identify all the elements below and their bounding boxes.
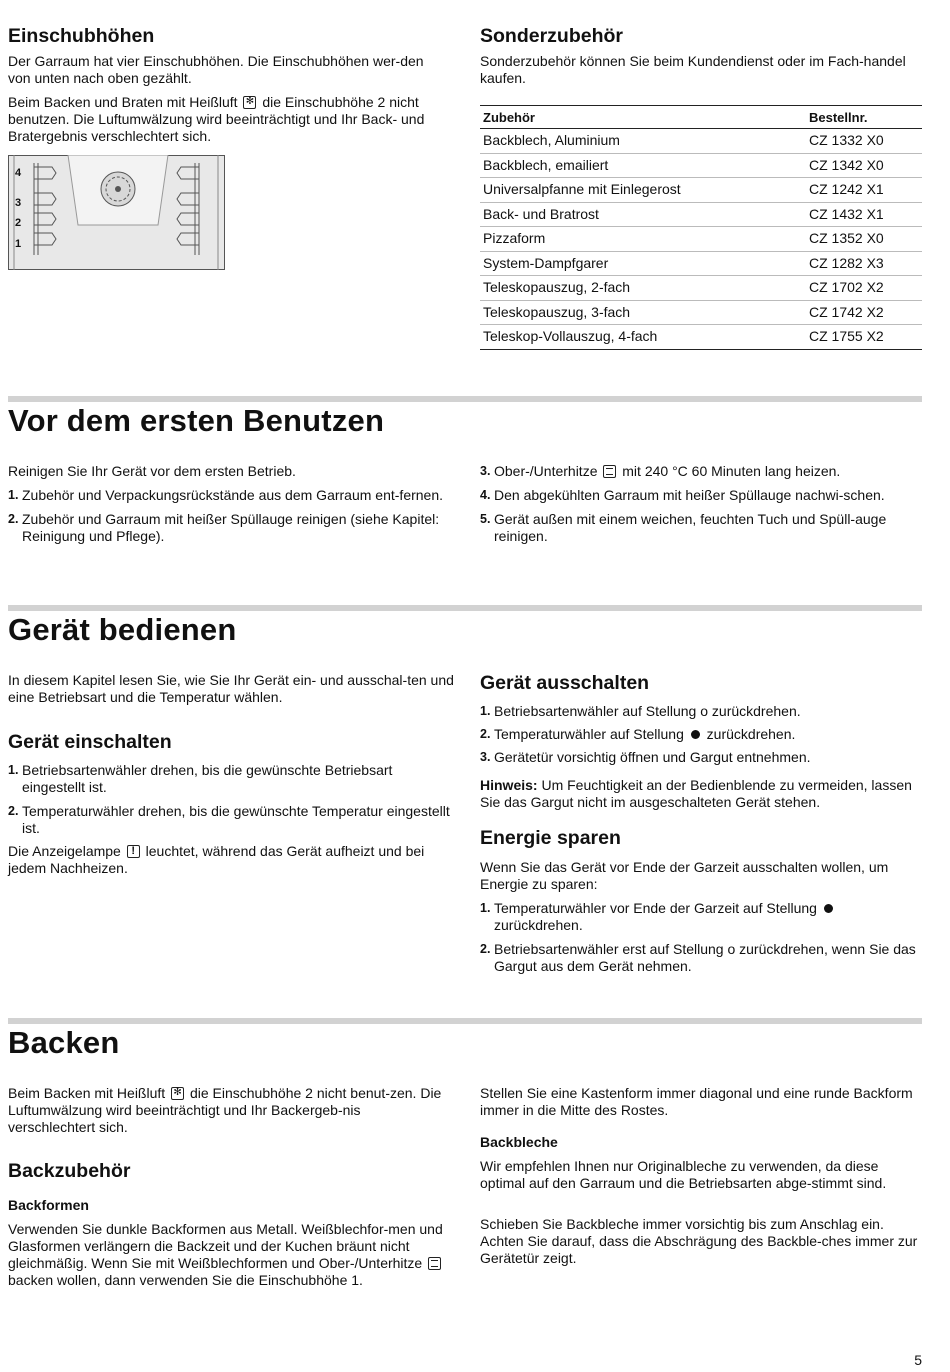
step-item: 3. Gerätetür vorsichtig öffnen und Gargut entnehmen.: [480, 749, 811, 765]
backen-heading: Backen: [8, 1025, 120, 1060]
einschub-heading: Einschubhöhen: [8, 25, 155, 47]
ersten-intro: Reinigen Sie Ihr Gerät vor dem ersten Betrieb.: [8, 463, 296, 479]
table-row: [480, 153, 922, 178]
level-3-label: 3: [15, 197, 22, 209]
off-position-dot-icon: [691, 730, 700, 739]
indicator-lamp-note: Die Anzeigelampe ! leuchtet, während das Gerät aufheizt und bei jedem Nachheizen.: [8, 843, 450, 877]
hot-air-fan-icon: [171, 1087, 184, 1100]
code-cell: CZ 1432 X1: [806, 202, 922, 227]
backformen-heading: Backformen: [8, 1197, 89, 1213]
item-cell: Teleskop-Vollauszug, 4-fach: [480, 325, 806, 350]
backbleche-paragraph-1: Wir empfehlen Ihnen nur Originalbleche zu verwenden, da diese optimal auf den Garraum und die Betriebsarten abge-stimmt sind.: [480, 1158, 887, 1191]
table-row: [480, 227, 922, 252]
ausschalten-steps: [480, 703, 922, 766]
bedienen-heading: Gerät bedienen: [8, 612, 237, 647]
step-item: 2. Temperaturwähler auf Stellung zurückdrehen.: [480, 726, 796, 742]
table-row: [480, 178, 922, 203]
sonder-heading: Sonderzubehör: [480, 25, 624, 47]
table-row: [480, 300, 922, 325]
accessory-table: [480, 105, 922, 350]
code-cell: CZ 1755 X2: [806, 325, 922, 350]
level-2-label: 2: [15, 217, 22, 229]
item-cell: Teleskopauszug, 2-fach: [480, 276, 806, 301]
step-item: 1. Zubehör und Verpackungsrückstände aus dem Garraum ent-fernen.: [8, 487, 444, 503]
table-row: [480, 325, 922, 350]
backbleche-paragraph-2: Schieben Sie Backbleche immer vorsichtig bis zum Anschlag ein. Achten Sie darauf, dass die Abschrägung des Backble-ches immer zur Gerätetür zeigt.: [480, 1216, 918, 1266]
step-item: 1. Betriebsartenwähler auf Stellung o zurückdrehen.: [480, 703, 801, 719]
item-cell: System-Dampfgarer: [480, 251, 806, 276]
backbleche-heading: Backbleche: [480, 1134, 558, 1150]
backzubehoer-heading: Backzubehör: [8, 1160, 131, 1182]
item-cell: Pizzaform: [480, 227, 806, 252]
einschub-paragraph-2: Beim Backen und Braten mit Heißluft ✻ die Einschubhöhe 2 nicht benutzen. Die Luftumwälzung wird beeinträchtigt und Ihr Back- und Bratergebnis verschlechtert sich.: [8, 94, 450, 145]
code-cell: CZ 1342 X0: [806, 153, 922, 178]
sonder-intro: Sonderzubehör können Sie beim Kundendienst oder im Fach-handel kaufen.: [480, 53, 906, 86]
indicator-lamp-icon: [127, 845, 140, 858]
kastenform-paragraph: Stellen Sie eine Kastenform immer diagonal und eine runde Backform immer in die Mitte des Rostes.: [480, 1085, 913, 1118]
energie-intro: Wenn Sie das Gerät vor Ende der Garzeit ausschalten wollen, um Energie zu sparen:: [480, 859, 889, 892]
column-header-item: Zubehör: [480, 106, 806, 129]
item-cell: Back- und Bratrost: [480, 202, 806, 227]
step-item: 1. Temperaturwähler vor Ende der Garzeit auf Stellung zurückdrehen.: [480, 900, 922, 934]
code-cell: CZ 1282 X3: [806, 251, 922, 276]
energie-steps: [480, 900, 922, 975]
table-row: [480, 129, 922, 154]
oven-levels-illustration: [8, 155, 225, 270]
section-divider: [8, 1018, 922, 1024]
step-item: 2. Temperaturwähler drehen, bis die gewünschte Temperatur eingestellt ist.: [8, 803, 450, 836]
table-row: [480, 251, 922, 276]
hinweis-note: Hinweis: Um Feuchtigkeit an der Bedienblende zu vermeiden, lassen Sie das Gargut nicht im ausgeschalteten Gerät stehen.: [480, 777, 912, 810]
hot-air-fan-icon: [243, 96, 256, 109]
section-divider: [8, 605, 922, 611]
item-cell: Backblech, Aluminium: [480, 129, 806, 154]
step-item: 2. Betriebsartenwähler erst auf Stellung o zurückdrehen, wenn Sie das Gargut aus dem Gerät nehmen.: [480, 941, 916, 974]
off-position-dot-icon: [824, 904, 833, 913]
code-cell: CZ 1332 X0: [806, 129, 922, 154]
ersten-steps-left: [8, 487, 450, 545]
step-item: 1. Betriebsartenwähler drehen, bis die gewünschte Betriebsart eingestellt ist.: [8, 762, 393, 795]
backformen-paragraph: Verwenden Sie dunkle Backformen aus Metall. Weißblechfor-men und Glasformen verlängern die Backzeit und der Kuchen bräunt nicht gleichmäßig. Wenn Sie mit Weißblechformen und Ober-/Unterhitze backen wollen, dann verwenden Sie die Einschubhöhe 1.: [8, 1221, 443, 1288]
table-row: [480, 202, 922, 227]
code-cell: CZ 1702 X2: [806, 276, 922, 301]
einschub-paragraph-1: Der Garraum hat vier Einschubhöhen. Die Einschubhöhen wer-den von unten nach oben gezählt.: [8, 53, 424, 86]
oven-cavity-drawing: [8, 155, 225, 270]
energie-heading: Energie sparen: [480, 827, 621, 849]
step-item: 3. Ober-/Unterhitze mit 240 °C 60 Minuten lang heizen.: [480, 463, 841, 479]
table-row: [480, 276, 922, 301]
page-number: 5: [914, 1352, 922, 1368]
code-cell: CZ 1352 X0: [806, 227, 922, 252]
item-cell: Universalpfanne mit Einlegerost: [480, 178, 806, 203]
code-cell: CZ 1242 X1: [806, 178, 922, 203]
bedienen-intro: In diesem Kapitel lesen Sie, wie Sie Ihr Gerät ein- und ausschal-ten und eine Betriebsart und die Temperatur wählen.: [8, 672, 454, 705]
backen-intro: Beim Backen mit Heißluft ✻ die Einschubhöhe 2 nicht benut-zen. Die Luftumwälzung wird beeinträchtigt und Ihr Backergeb-nis verschlechtert sich.: [8, 1085, 450, 1136]
top-bottom-heat-icon: [603, 465, 616, 478]
section-divider: [8, 396, 922, 402]
top-bottom-heat-icon: [428, 1257, 441, 1270]
table-header-row: [480, 106, 922, 129]
ersten-steps-right: [480, 463, 922, 545]
step-item: 2. Zubehör und Garraum mit heißer Spüllauge reinigen (siehe Kapitel: Reinigung und Pflege).: [8, 511, 440, 544]
step-item: 4. Den abgekühlten Garraum mit heißer Spüllauge nachwi-schen.: [480, 487, 885, 503]
einschalten-heading: Gerät einschalten: [8, 731, 172, 753]
ausschalten-heading: Gerät ausschalten: [480, 672, 650, 694]
code-cell: CZ 1742 X2: [806, 300, 922, 325]
einschalten-steps: [8, 762, 450, 837]
item-cell: Backblech, emailiert: [480, 153, 806, 178]
step-item: 5. Gerät außen mit einem weichen, feuchten Tuch und Spüll-auge reinigen.: [480, 511, 887, 544]
level-4-label: 4: [15, 167, 22, 179]
ersten-heading: Vor dem ersten Benutzen: [8, 403, 385, 438]
level-1-label: 1: [15, 238, 22, 250]
column-header-code: Bestellnr.: [806, 106, 922, 129]
item-cell: Teleskopauszug, 3-fach: [480, 300, 806, 325]
